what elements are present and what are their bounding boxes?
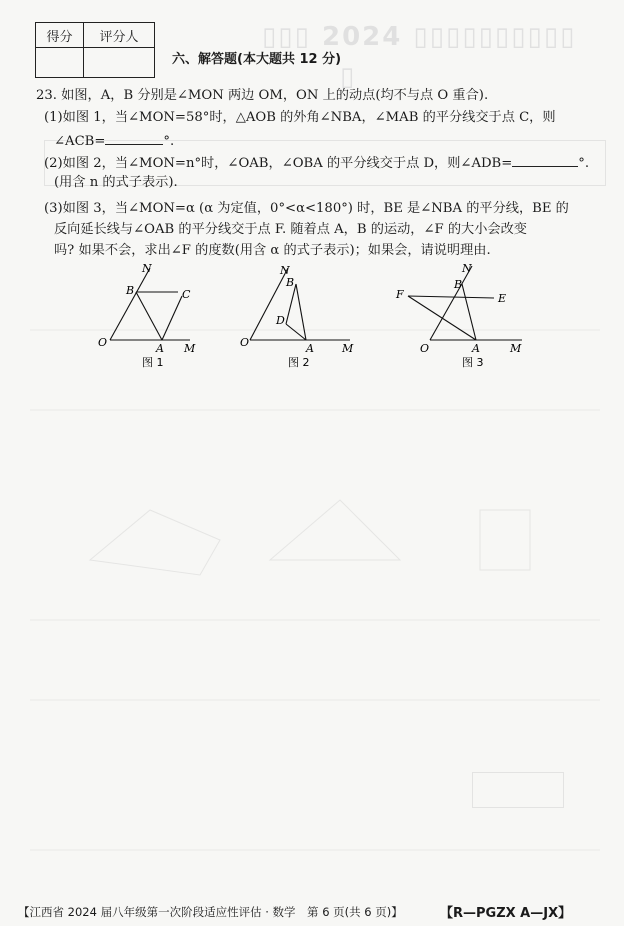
bleed-through-subtitle: ▯	[340, 62, 357, 92]
fig1-label-B: B	[126, 284, 135, 297]
part2-note: (用含 n 的式子表示).	[54, 175, 178, 190]
fig3-label-E: E	[498, 292, 507, 305]
part1-answer-blank[interactable]	[105, 131, 163, 145]
fig3-caption: 图 3	[462, 356, 484, 369]
fig1-label-O: O	[98, 336, 108, 349]
score-cell[interactable]	[36, 48, 84, 78]
part3-line1: (3)如图 3，当∠MON=α (α 为定值，0°<α<180°) 时，BE 是∠NBA 的平分线，BE 的	[44, 201, 569, 216]
figures	[90, 262, 530, 376]
fig2-label-N: N	[280, 264, 290, 277]
grader-cell[interactable]	[83, 48, 154, 78]
part1-text: (1)如图 1，当∠MON=58°时，△AOB 的外角∠NBA，∠MAB 的平分线交于点 C，则	[44, 110, 556, 125]
part2-text: (2)如图 2，当∠MON=n°时，∠OAB，∠OBA 的平分线交于点 D，则∠ADB=	[44, 156, 513, 171]
part1-answer-line	[54, 131, 174, 150]
section-title: 六、解答题(本大题共 12 分)	[172, 52, 342, 67]
fig3-label-N: N	[462, 262, 472, 275]
fig2-label-M: M	[342, 342, 354, 355]
part3-line3: 吗? 如果不会，求出∠F 的度数(用含 α 的式子表示)；如果会，请说明理由.	[54, 243, 491, 258]
part2-unit: °.	[578, 156, 590, 171]
paper-code: 【R—PGZX A—JX】	[440, 906, 572, 921]
fig1-caption: 图 1	[142, 356, 164, 369]
fig3-label-F: F	[396, 288, 404, 301]
bleed-through-title: ▯▯▯ 2024 ▯▯▯▯▯▯▯▯▯▯	[262, 22, 577, 52]
part1-unit: °.	[163, 134, 175, 149]
fig3-label-M: M	[510, 342, 522, 355]
figure-3	[395, 262, 522, 369]
fig1-label-N: N	[142, 262, 152, 275]
part3-line2: 反向延长线与∠OAB 的平分线交于点 F. 随着点 A，B 的运动，∠F 的大小会改变	[54, 222, 527, 237]
figure-1	[98, 262, 196, 369]
figures-svg	[90, 262, 530, 372]
fig2-label-D: D	[276, 314, 285, 327]
grader-header: 评分人	[83, 23, 154, 48]
part2-answer-blank[interactable]	[512, 153, 578, 167]
fig2-label-O: O	[240, 336, 250, 349]
fig2-label-B: B	[286, 276, 295, 289]
figure-2	[240, 264, 354, 369]
fig1-label-C: C	[182, 288, 191, 301]
fig3-label-B: B	[454, 278, 463, 291]
score-table	[35, 22, 155, 78]
question-intro: 23. 如图，A，B 分别是∠MON 两边 OM，ON 上的动点(均不与点 O 重合).	[36, 88, 489, 103]
fig3-label-A: A	[472, 342, 480, 355]
fig1-label-A: A	[156, 342, 164, 355]
fig1-label-M: M	[184, 342, 196, 355]
part1-label: ∠ACB=	[54, 134, 106, 149]
score-header: 得分	[36, 23, 84, 48]
page-footer: 【江西省 2024 届八年级第一次阶段适应性评估 · 数学 第 6 页(共 6 页)】	[18, 905, 403, 919]
fig2-label-A: A	[306, 342, 314, 355]
fig3-label-O: O	[420, 342, 430, 355]
fig2-caption: 图 2	[288, 356, 310, 369]
part2-line	[44, 153, 589, 172]
